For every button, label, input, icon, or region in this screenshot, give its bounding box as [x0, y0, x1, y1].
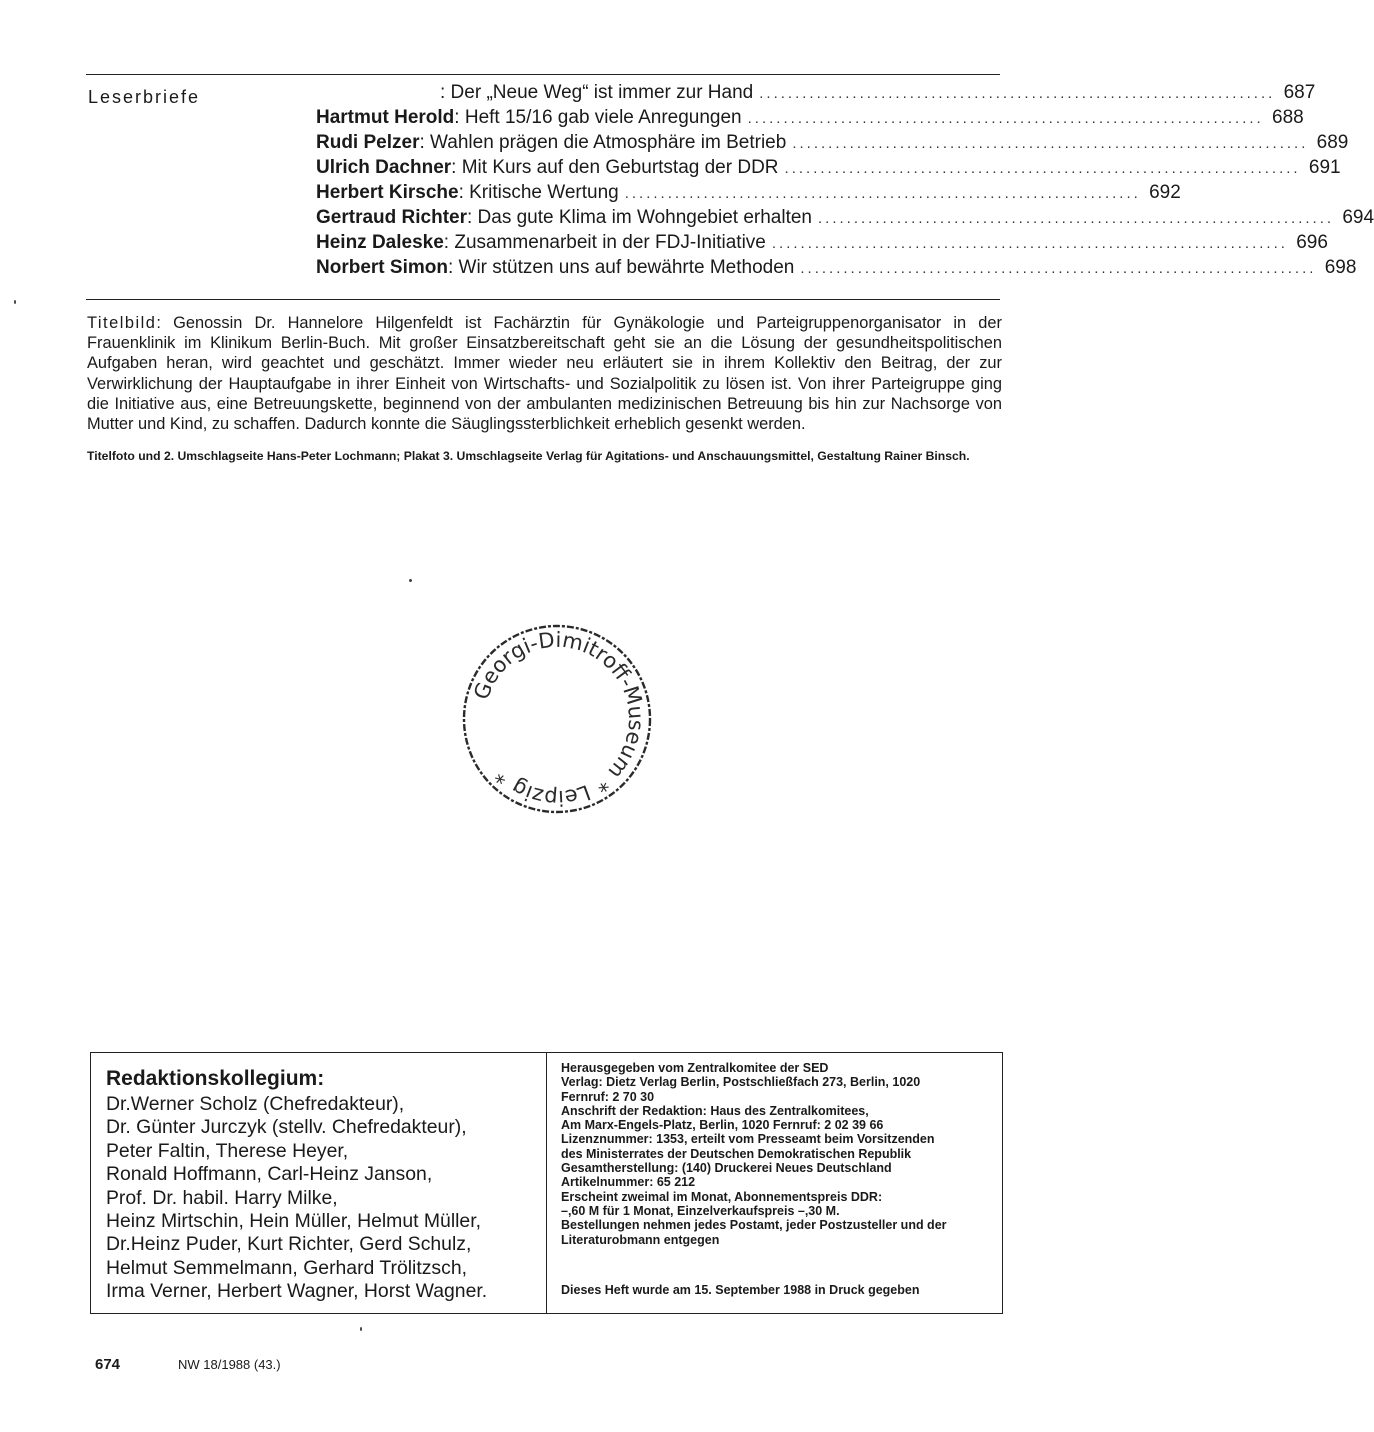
issue-reference: NW 18/1988 (43.) — [178, 1357, 281, 1372]
imprint-line: Erscheint zweimal im Monat, Abonnementspreis DDR: — [561, 1189, 883, 1204]
dot-leader: ........................................................................ — [759, 85, 1276, 102]
imprint-line: Gesamtherstellung: (140) Druckerei Neues Deutschland — [561, 1161, 892, 1176]
imprint-line: Verlag: Dietz Verlag Berlin, Postschließfach 273, Berlin, 1020 — [561, 1075, 921, 1090]
toc-page-number: 691 — [1308, 157, 1341, 178]
board-member-line: Dr.Werner Scholz (Chefredakteur), — [106, 1093, 405, 1115]
stamp-text-path: Georgi-Dimitroff-Museum * Leipzig * — [469, 627, 649, 811]
imprint-line: des Ministerrates der Deutschen Demokratischen Republik — [561, 1146, 912, 1161]
toc-title: : Kritische Wertung — [458, 182, 619, 203]
toc-entry — [300, 157, 1341, 182]
imprint-line: Anschrift der Redaktion: Haus des Zentralkomitees, — [561, 1103, 869, 1118]
imprint-line: Artikelnummer: 65 212 — [561, 1175, 696, 1190]
imprint-line: Herausgegeben vom Zentralkomitee der SED — [561, 1061, 829, 1075]
toc-page-number: 689 — [1316, 132, 1349, 153]
page-number: 674 — [95, 1356, 121, 1373]
toc-entry — [300, 257, 1357, 282]
toc-page-number: 687 — [1283, 82, 1316, 103]
scan-speck — [360, 1327, 362, 1331]
dot-leader: ........................................................................ — [817, 210, 1335, 227]
board-member-line: Ronald Hoffmann, Carl-Heinz Janson, — [106, 1163, 433, 1186]
scan-speck — [14, 300, 16, 304]
stamp-ring — [464, 626, 650, 812]
board-member-line: Peter Faltin, Therese Heyer, — [106, 1139, 349, 1162]
photo-credit: Titelfoto und 2. Umschlagseite Hans-Peter Lochmann; Plakat 3. Umschlagseite Verlag für Agitations- und Anschauungsmittel, Gestaltung Rainer Binsch. — [87, 449, 970, 463]
imprint-line: Fernruf: 2 70 30 — [561, 1089, 655, 1104]
section-label: Leserbriefe — [88, 87, 201, 107]
toc-page-number: 692 — [1149, 182, 1181, 203]
toc-author: Norbert Simon — [316, 257, 448, 278]
board-member-line: Irma Verner, Herbert Wagner, Horst Wagner. — [106, 1280, 488, 1303]
toc-title: : Wir stützen uns auf bewährte Methoden — [447, 257, 795, 278]
print-date-note: Dieses Heft wurde am 15. September 1988 in Druck gegeben — [561, 1283, 920, 1297]
toc-title: : Heft 15/16 gab viele Anregungen — [454, 107, 742, 128]
toc-title: : Mit Kurs auf den Geburtstag der DDR — [451, 157, 779, 178]
imprint-line: Literaturobmann entgegen — [561, 1232, 720, 1247]
toc-author: Gertraud Richter — [316, 207, 467, 228]
toc-entry — [300, 182, 1181, 207]
toc-page-number: 696 — [1296, 232, 1328, 253]
editorial-board-members — [106, 1093, 487, 1304]
top-rule — [86, 74, 1000, 75]
dot-leader: ........................................................................ — [792, 135, 1309, 152]
dot-leader: ........................................................................ — [624, 185, 1141, 202]
toc-author: Herbert Kirsche — [316, 182, 459, 203]
toc-entry — [300, 107, 1304, 132]
imprint-line: Am Marx-Engels-Platz, Berlin, 1020 Fernruf: 2 02 39 66 — [561, 1118, 884, 1133]
toc-author: Heinz Daleske — [316, 232, 444, 253]
board-member-line: Dr. Günter Jurczyk (stellv. Chefredakteur), — [106, 1116, 467, 1139]
editorial-board-title: Redaktionskollegium: — [106, 1067, 325, 1090]
toc-entry — [300, 207, 1374, 232]
publisher-imprint — [561, 1061, 991, 1247]
toc-title: : Wahlen prägen die Atmosphäre im Betrieb — [419, 132, 787, 153]
toc-author: Rudi Pelzer — [316, 132, 420, 153]
imprint-line: –,60 M für 1 Monat, Einzelverkaufspreis –,30 M. — [561, 1203, 840, 1218]
toc-page-number: 688 — [1272, 107, 1304, 128]
toc-author: Ulrich Dachner — [316, 157, 452, 178]
cover-caption-label: Titelbild — [87, 314, 157, 332]
dot-leader: ........................................................................ — [784, 160, 1301, 177]
toc-title: : Zusammenarbeit in der FDJ-Initiative — [443, 232, 766, 253]
cover-caption-text: : Genossin Dr. Hannelore Hilgenfeldt ist Fachärztin für Gynäkologie und Parteigruppenorganisator in der Frauenklinik im Klinikum Berlin-Buch. Mit großer Einsatzbereitschaft geht sie an die Lösung der gesundheitspolitischen Aufgaben heran, wird geachtet und geschätzt. Immer wieder neu erläutert sie in ihrem Kollektiv den Beitrag, der zur Verwirklichung der Hauptaufgabe in ihrer Einheit von Wirtschafts- und Sozialpolitik zu lösen ist. Von ihrer Parteigruppe ging die Initiative aus, eine Betreuungskette, beginnend von der ambulanten medizinischen Betreuung bis hin zur Nachsorge von Mutter und Kind, zu schaffen. Dadurch konnte die Säuglingssterblichkeit erheblich gesenkt werden. — [87, 314, 1002, 434]
toc-entry — [300, 132, 1349, 157]
board-member-line: Heinz Mirtschin, Hein Müller, Helmut Müller, — [106, 1210, 481, 1233]
toc-page-number: 698 — [1324, 257, 1357, 278]
toc-title: : Der „Neue Weg“ ist immer zur Hand — [440, 82, 754, 103]
board-member-line: Helmut Semmelmann, Gerhard Trölitzsch, — [106, 1256, 467, 1279]
imprint-line: Bestellungen nehmen jedes Postamt, jeder Postzusteller und der — [561, 1218, 947, 1233]
toc-title: : Das gute Klima im Wohngebiet erhalten — [466, 207, 812, 228]
table-of-contents — [300, 82, 1374, 282]
toc-page-number: 694 — [1342, 207, 1374, 228]
museum-stamp — [452, 614, 662, 824]
board-member-line: Dr.Heinz Puder, Kurt Richter, Gerd Schulz, — [106, 1233, 472, 1256]
scan-speck — [409, 579, 412, 582]
dot-leader: ........................................................................ — [800, 260, 1317, 277]
stamp-text — [469, 628, 648, 811]
toc-author: Hartmut Herold — [316, 107, 455, 128]
middle-rule — [86, 299, 1000, 300]
imprint-line: Lizenznummer: 1353, erteilt vom Presseamt beim Vorsitzenden — [561, 1132, 935, 1147]
toc-entry — [300, 232, 1328, 257]
toc-entry — [300, 82, 1316, 107]
editorial-board — [91, 1053, 547, 1313]
cover-caption — [87, 313, 1002, 434]
board-member-line: Prof. Dr. habil. Harry Milke, — [106, 1186, 338, 1209]
dot-leader: ........................................................................ — [747, 110, 1264, 127]
masthead-box — [90, 1052, 1003, 1314]
dot-leader: ........................................................................ — [771, 235, 1288, 252]
